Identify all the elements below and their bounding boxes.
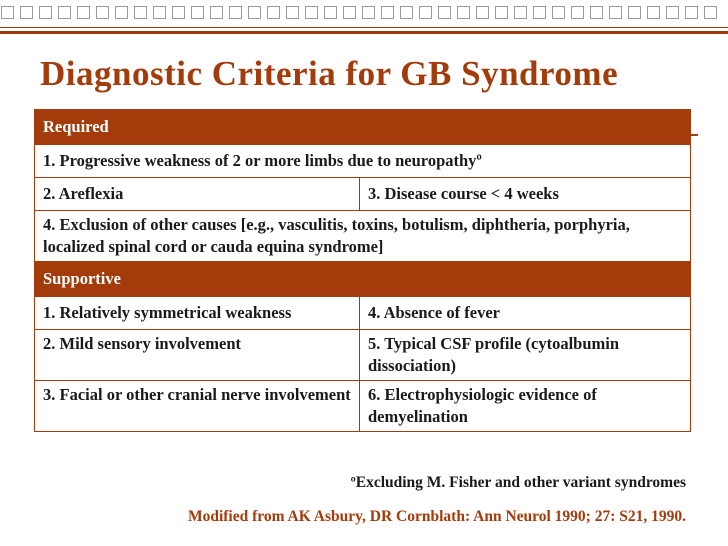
decorative-square — [153, 6, 166, 19]
decorative-square — [267, 6, 280, 19]
section-header-supportive — [35, 262, 691, 297]
decorative-square — [552, 6, 565, 19]
table-cell: 2. Areflexia — [35, 178, 360, 211]
table-cell: 6. Electrophysiologic evidence of demyelination — [360, 381, 691, 432]
decorative-square — [248, 6, 261, 19]
table-row — [35, 145, 691, 178]
decorative-square — [343, 6, 356, 19]
table-row — [35, 211, 691, 262]
decorative-square — [457, 6, 470, 19]
table-row — [35, 330, 691, 381]
decorative-square — [20, 6, 33, 19]
decorative-square — [58, 6, 71, 19]
decorative-square — [96, 6, 109, 19]
footnote: ºExcluding M. Fisher and other variant syndromes — [350, 474, 686, 491]
decorative-square — [476, 6, 489, 19]
table-cell: 4. Exclusion of other causes [e.g., vasculitis, toxins, botulism, diphtheria, porphyria, localized spinal cord or cauda equina syndrome] — [35, 211, 691, 262]
decorative-divider — [0, 31, 728, 34]
table-row — [35, 178, 691, 211]
decorative-square — [495, 6, 508, 19]
decorative-square — [571, 6, 584, 19]
decorative-square — [609, 6, 622, 19]
table-row — [35, 297, 691, 330]
decorative-square — [685, 6, 698, 19]
section-header-label: Required — [35, 110, 691, 145]
table-cell: 4. Absence of fever — [360, 297, 691, 330]
table-row — [35, 381, 691, 432]
decorative-square — [647, 6, 660, 19]
citation: Modified from AK Asbury, DR Cornblath: Ann Neurol 1990; 27: S21, 1990. — [187, 508, 686, 525]
decorative-square — [381, 6, 394, 19]
decorative-square — [514, 6, 527, 19]
decorative-square — [400, 6, 413, 19]
decorative-square — [1, 6, 14, 19]
table-cell: 5. Typical CSF profile (cytoalbumin dissociation) — [360, 330, 691, 381]
decorative-square — [666, 6, 679, 19]
decorative-square — [533, 6, 546, 19]
decorative-square — [134, 6, 147, 19]
decorative-divider-thin — [0, 27, 728, 28]
slide-title: Diagnostic Criteria for GB Syndrome — [40, 54, 619, 93]
decorative-header-tab — [690, 134, 698, 136]
decorative-square — [115, 6, 128, 19]
table-cell: 3. Disease course < 4 weeks — [360, 178, 691, 211]
decorative-square — [210, 6, 223, 19]
decorative-square — [590, 6, 603, 19]
decorative-square — [324, 6, 337, 19]
decorative-square — [628, 6, 641, 19]
decorative-square — [438, 6, 451, 19]
table-cell: 3. Facial or other cranial nerve involvement — [35, 381, 360, 432]
decorative-square — [419, 6, 432, 19]
decorative-square — [286, 6, 299, 19]
table-cell: 2. Mild sensory involvement — [35, 330, 360, 381]
section-header-label: Supportive — [35, 262, 691, 297]
table-cell: 1. Progressive weakness of 2 or more limbs due to neuropathyº — [35, 145, 691, 178]
decorative-square — [362, 6, 375, 19]
decorative-top-bar — [0, 0, 728, 27]
section-header-required — [35, 110, 691, 145]
decorative-square — [77, 6, 90, 19]
decorative-square — [172, 6, 185, 19]
decorative-square — [191, 6, 204, 19]
criteria-table — [34, 109, 691, 432]
decorative-square — [305, 6, 318, 19]
decorative-square — [229, 6, 242, 19]
decorative-square — [39, 6, 52, 19]
table-cell: 1. Relatively symmetrical weakness — [35, 297, 360, 330]
decorative-square — [704, 6, 717, 19]
